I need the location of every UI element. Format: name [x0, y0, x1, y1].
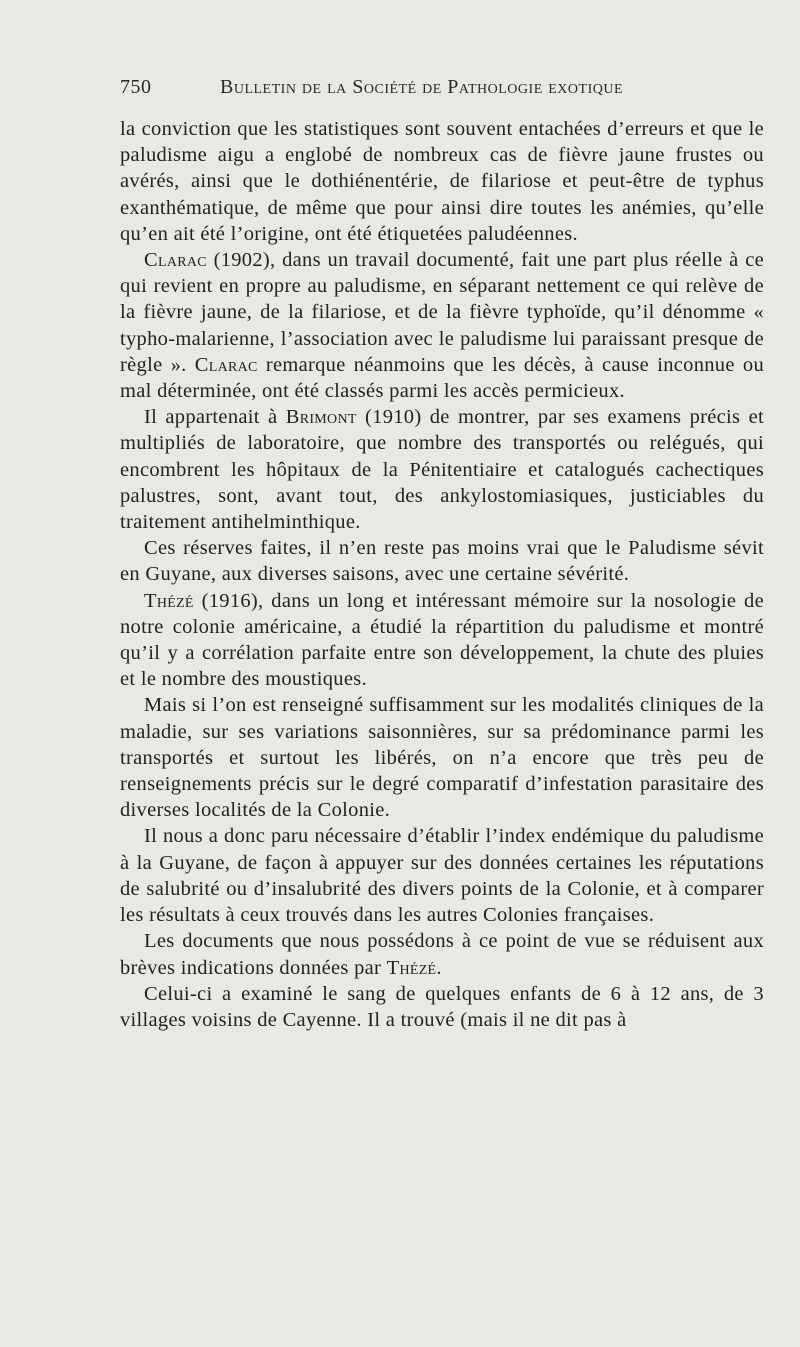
- author-name: Clarac: [194, 353, 258, 376]
- author-name: Brimont: [285, 406, 357, 429]
- paragraph-3-text-a: Il appartenait à: [144, 406, 286, 429]
- paragraph-2-text-a: (1902), dans un travail documenté, fait une part plus réelle à ce qui revient en propre au paludisme, en séparant nettement ce qui relève de la fièvre jaune, de la filariose, et de la fièvre typhoïde, qu’il dénomme « typho-malarienne, l’association avec le paludisme lui paraissant presque de règle ».: [120, 249, 764, 376]
- author-name: Thézé: [144, 589, 194, 612]
- paragraph-7: Il nous a donc paru nécessaire d’établir l’index endémique du paludisme à la Guyane, de façon à appuyer sur des données certaines les réputations de salubrité ou d’insalubrité des divers points de la Colonie, et à comparer les résultats à ceux trouvés dans les autres Colonies françaises.: [120, 825, 764, 927]
- body-text: [120, 116, 764, 1033]
- paragraph-2: [120, 247, 764, 404]
- author-name: Clarac: [144, 249, 207, 272]
- paragraph-8-text-b: .: [436, 956, 442, 979]
- paragraph-8-text-a: Les documents que nous possédons à ce point de vue se réduisent aux brèves indications données par: [120, 930, 764, 979]
- paragraph-3: [120, 404, 764, 535]
- paragraph-6: Mais si l’on est renseigné suffisamment sur les modalités cliniques de la maladie, sur ses variations saisonnières, sur sa prédominance parmi les transportés et surtout les libérés, on n’a encore que très peu de renseignements précis sur le degré comparatif d’infestation parasitaire des diverses localités de la Colonie.: [120, 694, 764, 822]
- paragraph-8: [120, 928, 764, 980]
- paragraph-4: Ces réserves faites, il n’en reste pas moins vrai que le Paludisme sévit en Guyane, aux diverses saisons, avec une certaine sévérité.: [120, 537, 764, 586]
- paragraph-2-text-b: remarque néanmoins que les décès, à cause inconnue ou mal déterminée, ont été classés parmi les accès permicieux.: [120, 353, 765, 403]
- paragraph-9: Celui-ci a examiné le sang de quelques enfants de 6 à 12 ans, de 3 villages voisins de Cayenne. Il a trouvé (mais il ne dit pas à: [120, 982, 764, 1031]
- author-name: Thézé: [386, 956, 437, 979]
- paragraph-3-text-b: (1910) de montrer, par ses examens précis et multipliés de laboratoire, que nombre des transportés ou relégués, qui encombrent les hôpitaux de la Pénitentiaire et catalogués cachectiques palustres, sont, avant tout, des ankylostomiasiques, justiciables du traitement antihelminthique.: [120, 406, 764, 534]
- journal-title: Bulletin de la Société de Pathologie exotique: [220, 76, 624, 98]
- page-number: 750: [120, 76, 152, 98]
- paragraph-5-text: (1916), dans un long et intéressant mémoire sur la nosologie de notre colonie américaine, a étudié la répartition du paludisme et montré qu’il y a corrélation parfaite entre son développement, la chute des pluies et le nombre des moustiques.: [120, 589, 764, 691]
- paragraph-1: la conviction que les statistiques sont souvent entachées d’erreurs et que le paludisme aigu a englobé de nombreux cas de fièvre jaune frustes ou avérés, ainsi que le dothiénentérie, de filariose et peut-être de typhus exanthématique, de même que pour ainsi dire toutes les anémies, qu’elle qu’en ait été l’origine, ont été étiquetées paludéennes.: [120, 118, 764, 245]
- paragraph-5: [120, 588, 764, 693]
